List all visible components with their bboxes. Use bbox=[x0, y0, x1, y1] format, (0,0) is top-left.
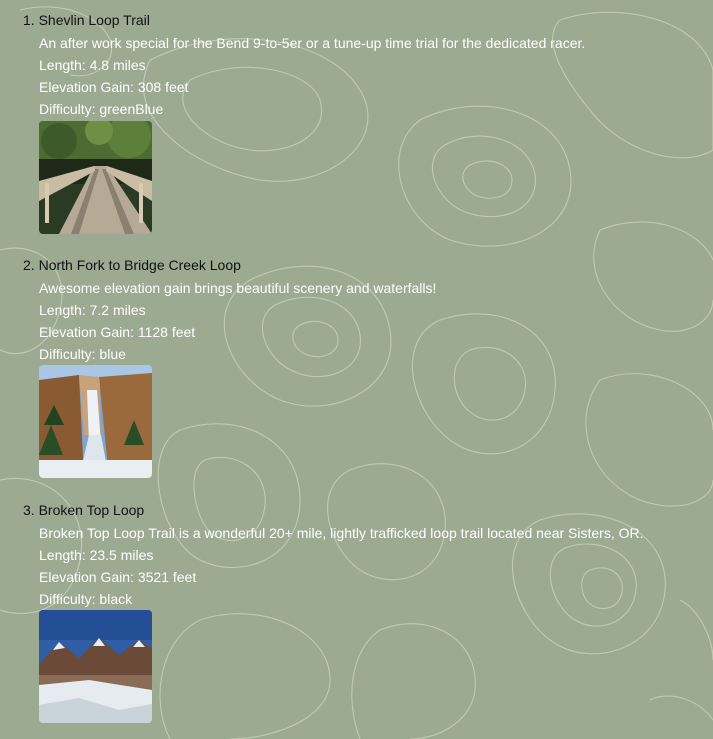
trail-title[interactable] bbox=[23, 257, 241, 273]
trail-number: 1. bbox=[23, 12, 35, 28]
trail-number: 3. bbox=[23, 502, 35, 518]
trail-elevation: Elevation Gain: 308 feet bbox=[39, 79, 189, 95]
mountain-photo bbox=[39, 610, 152, 723]
trail-length: Length: 4.8 miles bbox=[39, 57, 146, 73]
trail-name: Shevlin Loop Trail bbox=[38, 12, 150, 28]
trail-description: Broken Top Loop Trail is a wonderful 20+ mile, lightly trafficked loop trail located near Sisters, OR. bbox=[39, 525, 644, 541]
trail-difficulty: Difficulty: black bbox=[39, 591, 133, 607]
trail-name: Broken Top Loop bbox=[38, 502, 145, 518]
trail-elevation: Elevation Gain: 1128 feet bbox=[39, 324, 196, 340]
forest-bridge-photo bbox=[39, 121, 152, 234]
trail-description: Awesome elevation gain brings beautiful scenery and waterfalls! bbox=[39, 280, 437, 296]
trail-name: North Fork to Bridge Creek Loop bbox=[38, 257, 241, 273]
trail-length: Length: 23.5 miles bbox=[39, 547, 154, 563]
trail-difficulty: Difficulty: greenBlue bbox=[39, 101, 164, 117]
waterfall-photo bbox=[39, 365, 152, 478]
trail-difficulty: Difficulty: blue bbox=[39, 346, 126, 362]
trail-number: 2. bbox=[23, 257, 35, 273]
trail-title[interactable] bbox=[23, 12, 150, 28]
trail-elevation: Elevation Gain: 3521 feet bbox=[39, 569, 197, 585]
trail-description: An after work special for the Bend 9-to-5er or a tune-up time trial for the dedicated racer. bbox=[39, 35, 586, 51]
trail-title[interactable] bbox=[23, 502, 144, 518]
trail-length: Length: 7.2 miles bbox=[39, 302, 146, 318]
